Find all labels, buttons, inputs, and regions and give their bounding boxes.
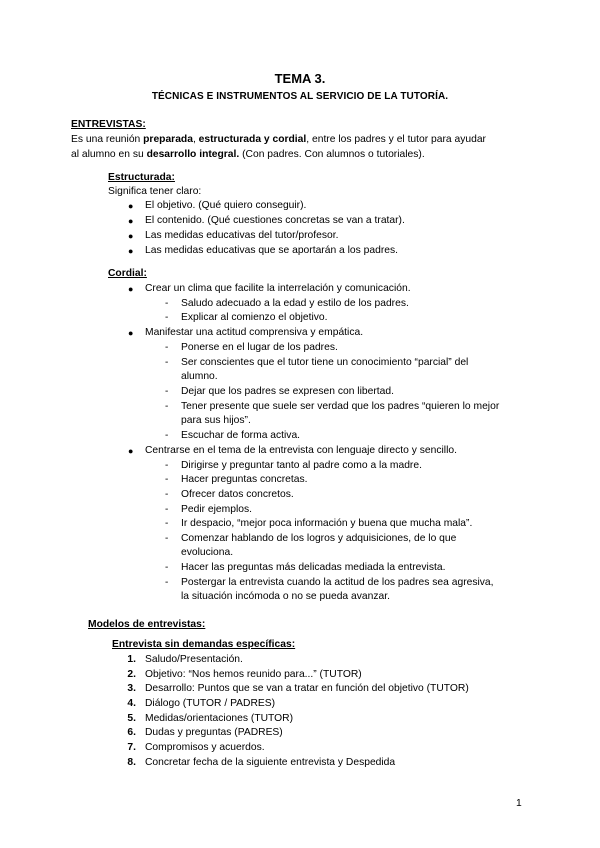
list-item: Saludo/Presentación. bbox=[145, 654, 243, 665]
list-item: Compromisos y acuerdos. bbox=[145, 742, 265, 753]
list-number: 3. bbox=[127, 683, 136, 694]
list-number: 8. bbox=[127, 757, 136, 768]
dash-icon: - bbox=[165, 518, 169, 529]
list-item: Ir despacio, “mejor poca información y buena que mucha mala”. bbox=[181, 518, 473, 529]
list-item: El contenido. (Qué cuestiones concretas se van a tratar). bbox=[145, 215, 405, 226]
list-number: 4. bbox=[127, 698, 136, 709]
list-item-continuation: para sus hijos”. bbox=[181, 415, 251, 426]
subheading-entrevista-sin-demandas: Entrevista sin demandas específicas: bbox=[112, 639, 296, 650]
list-item: Medidas/orientaciones (TUTOR) bbox=[145, 713, 294, 724]
page-number: 1 bbox=[516, 798, 522, 809]
intro-bold-preparada: preparada bbox=[143, 134, 193, 145]
list-item-continuation: la situación incómoda o no se pueda avanzar. bbox=[181, 591, 390, 602]
intro-text: , entre los padres y el tutor para ayudar bbox=[306, 134, 486, 145]
list-item: Manifestar una actitud comprensiva y empática. bbox=[145, 327, 364, 338]
dash-icon: - bbox=[165, 430, 169, 441]
list-item: Comenzar hablando de los logros y adquisiciones, de lo que bbox=[181, 533, 457, 544]
dash-icon: - bbox=[165, 533, 169, 544]
bullet-icon: ● bbox=[128, 284, 134, 294]
list-item: Explicar al comienzo el objetivo. bbox=[181, 312, 328, 323]
list-item: Centrarse en el tema de la entrevista con lenguaje directo y sencillo. bbox=[145, 445, 457, 456]
list-item: Dejar que los padres se expresen con libertad. bbox=[181, 386, 394, 397]
list-item: El objetivo. (Qué quiero conseguir). bbox=[145, 200, 307, 211]
bullet-icon: ● bbox=[128, 246, 134, 256]
list-item-continuation: alumno. bbox=[181, 371, 218, 382]
dash-icon: - bbox=[165, 298, 169, 309]
list-item: Hacer las preguntas más delicadas mediada la entrevista. bbox=[181, 562, 446, 573]
dash-icon: - bbox=[165, 460, 169, 471]
list-number: 5. bbox=[127, 713, 136, 724]
list-item: Postergar la entrevista cuando la actitud de los padres sea agresiva, bbox=[181, 577, 494, 588]
list-item: Diálogo (TUTOR / PADRES) bbox=[145, 698, 276, 709]
estructurada-lead: Significa tener claro: bbox=[108, 186, 202, 197]
list-item: Tener presente que suele ser verdad que los padres “quieren lo mejor bbox=[181, 401, 500, 412]
bullet-icon: ● bbox=[128, 201, 134, 211]
dash-icon: - bbox=[165, 401, 169, 412]
list-number: 6. bbox=[127, 727, 136, 738]
page-title: TEMA 3. bbox=[274, 71, 326, 86]
list-item: Saludo adecuado a la edad y estilo de los padres. bbox=[181, 298, 409, 309]
subheading-modelos: Modelos de entrevistas: bbox=[88, 619, 206, 630]
bullet-icon: ● bbox=[128, 328, 134, 338]
list-item: Dirigirse y preguntar tanto al padre como a la madre. bbox=[181, 460, 422, 471]
subheading-cordial: Cordial: bbox=[108, 268, 147, 279]
dash-icon: - bbox=[165, 577, 169, 588]
intro-bold-estructurada-cordial: estructurada y cordial bbox=[198, 134, 307, 145]
intro-text: (Con padres. Con alumnos o tutoriales). bbox=[239, 149, 425, 160]
intro-text: , bbox=[192, 134, 199, 145]
list-item: Desarrollo: Puntos que se van a tratar en función del objetivo (TUTOR) bbox=[145, 683, 469, 694]
list-number: 2. bbox=[127, 669, 136, 680]
subheading-estructurada: Estructurada: bbox=[108, 172, 175, 183]
list-item: Concretar fecha de la siguiente entrevista y Despedida bbox=[145, 757, 396, 768]
page-subtitle: TÉCNICAS E INSTRUMENTOS AL SERVICIO DE LA TUTORÍA. bbox=[151, 91, 449, 102]
list-number: 1. bbox=[127, 654, 136, 665]
list-item: Ponerse en el lugar de los padres. bbox=[181, 342, 338, 353]
list-item: Escuchar de forma activa. bbox=[181, 430, 301, 441]
bullet-icon: ● bbox=[128, 231, 134, 241]
intro-bold-desarrollo: desarrollo integral. bbox=[146, 149, 240, 160]
list-item: Crear un clima que facilite la interrelación y comunicación. bbox=[145, 283, 411, 294]
list-item: Dudas y preguntas (PADRES) bbox=[145, 727, 283, 738]
dash-icon: - bbox=[165, 562, 169, 573]
dash-icon: - bbox=[165, 504, 169, 515]
intro-line-1 bbox=[71, 133, 486, 147]
dash-icon: - bbox=[165, 474, 169, 485]
list-item: Pedir ejemplos. bbox=[181, 504, 252, 515]
intro-line-2 bbox=[71, 148, 425, 162]
dash-icon: - bbox=[165, 386, 169, 397]
list-item-continuation: evoluciona. bbox=[181, 547, 234, 558]
dash-icon: - bbox=[165, 312, 169, 323]
list-item: Hacer preguntas concretas. bbox=[181, 474, 308, 485]
bullet-icon: ● bbox=[128, 216, 134, 226]
bullet-icon: ● bbox=[128, 446, 134, 456]
list-number: 7. bbox=[127, 742, 136, 753]
dash-icon: - bbox=[165, 489, 169, 500]
list-item: Las medidas educativas del tutor/profesor. bbox=[145, 230, 339, 241]
list-item: Ofrecer datos concretos. bbox=[181, 489, 294, 500]
list-item: Las medidas educativas que se aportarán a los padres. bbox=[145, 245, 399, 256]
list-item: Ser conscientes que el tutor tiene un conocimiento “parcial” del bbox=[181, 357, 469, 368]
section-heading-entrevistas: ENTREVISTAS: bbox=[71, 119, 146, 130]
intro-text: Es una reunión bbox=[71, 134, 144, 145]
intro-text: al alumno en su bbox=[71, 149, 147, 160]
list-item: Objetivo: “Nos hemos reunido para...” (TUTOR) bbox=[145, 669, 362, 680]
dash-icon: - bbox=[165, 357, 169, 368]
dash-icon: - bbox=[165, 342, 169, 353]
